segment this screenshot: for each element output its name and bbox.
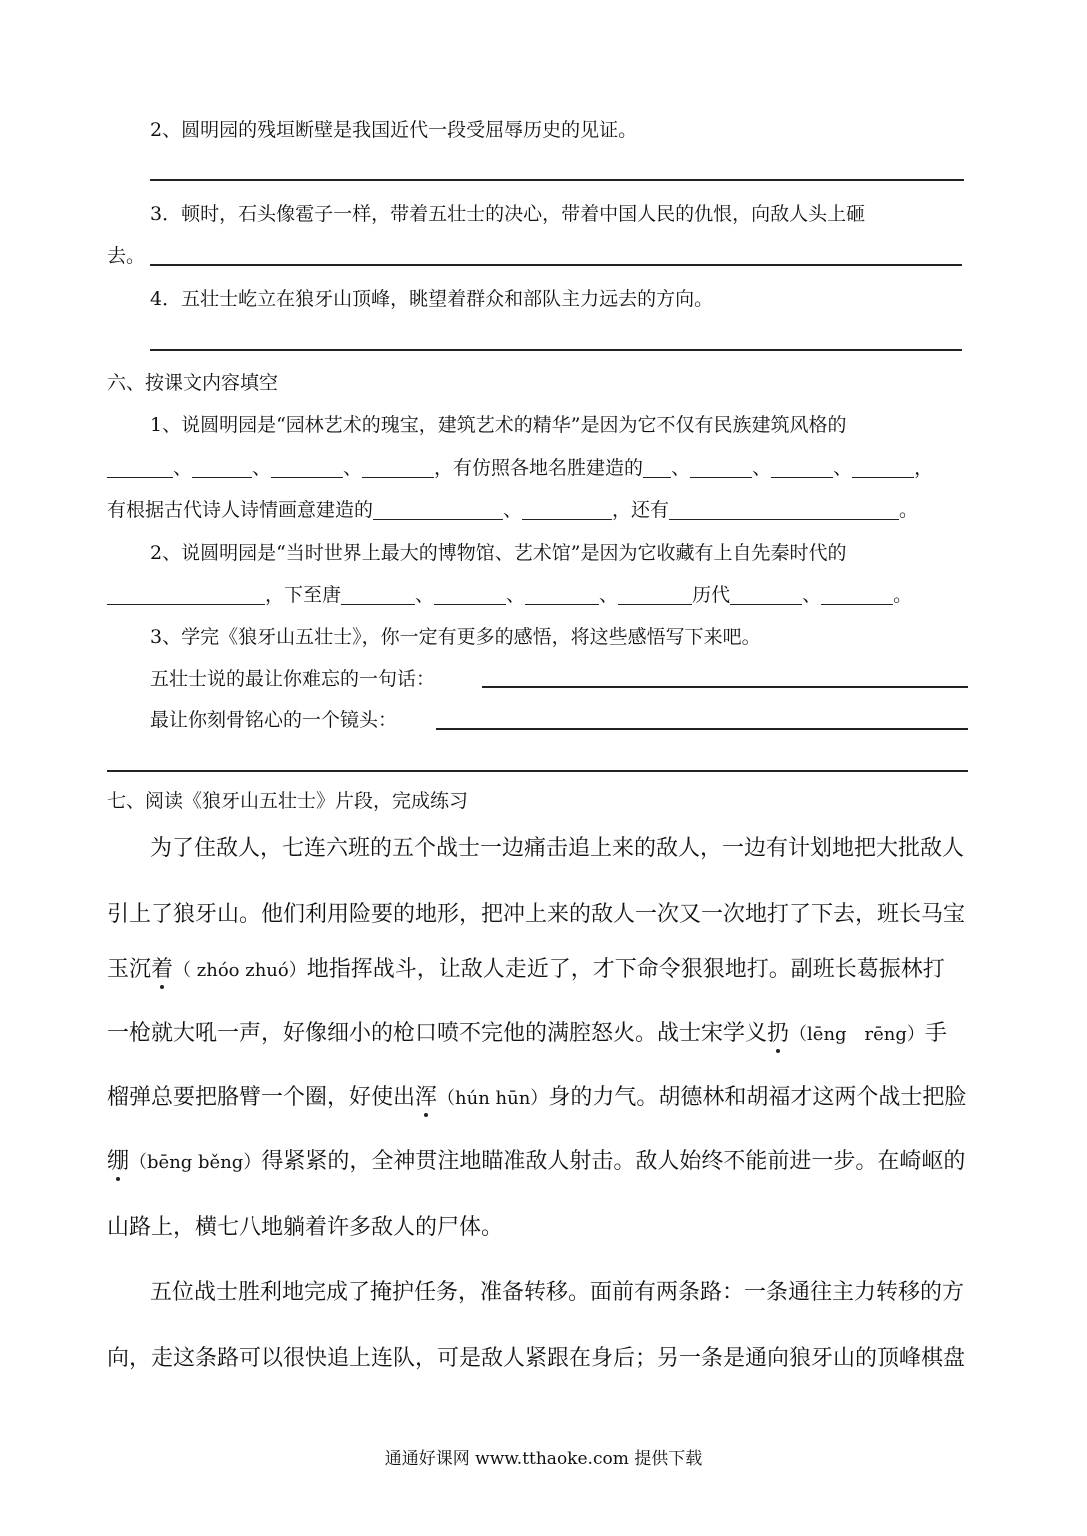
fill-blank[interactable] xyxy=(618,584,692,605)
passage-line: 向，走这条路可以很快追上连队，可是敌人紧跟在身后；另一条是通向狼牙山的顶峰棋盘 xyxy=(107,1346,966,1371)
passage-text: 身的力气。胡德林和胡福才这两个战士把脸 xyxy=(548,1085,967,1110)
page-footer: 通通好课网 www.tthaoke.com 提供下载 xyxy=(384,1449,703,1469)
q6-1-text-mid: ，有仿照各地名胜建造的 xyxy=(434,457,644,479)
q6-2-text: 2、说圆明园是“当时世界上最大的博物馆、艺术馆”是因为它收藏有上自先秦时代的 xyxy=(150,542,847,564)
answer-line xyxy=(150,349,962,351)
fill-blank[interactable] xyxy=(852,457,914,478)
separator: 。 xyxy=(899,499,919,521)
q6-1-line3 xyxy=(107,497,918,523)
q5-3-text-cont: 去。 xyxy=(107,245,146,267)
separator: 、 xyxy=(506,584,526,606)
passage-text: 手 xyxy=(924,1021,947,1046)
q6-2-text-lidai: 历代 xyxy=(692,584,731,606)
passage-line: 引上了狼牙山。他们利用险要的地形，把冲上来的敌人一次又一次地打了下去，班长马宝 xyxy=(107,902,966,927)
separator: ， xyxy=(914,457,934,479)
fill-blank[interactable] xyxy=(434,584,506,605)
fill-blank[interactable] xyxy=(271,457,343,478)
passage-text: 榴弹总要把胳臂一个圈，好使出 xyxy=(107,1085,416,1110)
answer-line[interactable] xyxy=(436,728,968,730)
separator: 、 xyxy=(415,584,435,606)
answer-line[interactable] xyxy=(482,686,968,688)
answer-line xyxy=(150,264,962,266)
q6-1-fill-line xyxy=(107,455,933,481)
pinyin-choice[interactable]: （hún hūn） xyxy=(437,1088,549,1109)
fill-blank[interactable] xyxy=(669,499,899,520)
fill-blank[interactable] xyxy=(643,457,671,478)
passage-text: 一枪就大吼一声，好像细小的枪口喷不完他的满腔怒火。战士宋学义 xyxy=(107,1021,768,1046)
fill-blank[interactable] xyxy=(107,457,173,478)
separator: 、 xyxy=(252,457,272,479)
separator: 、 xyxy=(599,584,619,606)
passage-text: 得紧紧的，全神贯注地瞄准敌人射击。敌人始终不能前进一步。在崎岖的 xyxy=(261,1149,966,1174)
fill-blank[interactable] xyxy=(771,457,833,478)
dotted-char: 绷 xyxy=(107,1149,130,1174)
section6-heading: 六、按课文内容填空 xyxy=(107,372,279,394)
separator: 、 xyxy=(343,457,363,479)
passage-line xyxy=(107,1149,965,1176)
answer-line[interactable] xyxy=(107,770,968,772)
passage-text: 玉沉 xyxy=(107,957,152,982)
pinyin-choice[interactable]: （bēng běng） xyxy=(129,1152,262,1173)
separator: 、 xyxy=(503,499,523,521)
separator: 、 xyxy=(671,457,691,479)
answer-line xyxy=(150,179,964,181)
fill-blank[interactable] xyxy=(525,584,599,605)
separator: 、 xyxy=(752,457,772,479)
separator: 、 xyxy=(173,457,193,479)
fill-blank[interactable] xyxy=(373,499,503,520)
q6-1-text: 1、说圆明园是“园林艺术的瑰宝，建筑艺术的精华”是因为它不仅有民族建筑风格的 xyxy=(150,414,847,436)
q6-1-text-also: ，还有 xyxy=(612,499,670,521)
fill-blank[interactable] xyxy=(107,584,265,605)
section7-heading: 七、阅读《狼牙山五壮士》片段，完成练习 xyxy=(107,790,469,812)
passage-line xyxy=(107,1021,947,1048)
fill-blank[interactable] xyxy=(341,584,415,605)
separator: 、 xyxy=(833,457,853,479)
fill-blank[interactable] xyxy=(821,584,893,605)
passage-line: 山路上，横七八地躺着许多敌人的尸体。 xyxy=(107,1215,504,1240)
passage-line xyxy=(107,957,945,984)
pinyin-choice[interactable]: （lēng rēng） xyxy=(789,1024,925,1045)
q6-2-text-mid: ，下至唐 xyxy=(265,584,342,606)
dotted-char: 浑 xyxy=(415,1085,438,1110)
passage-line xyxy=(107,1085,966,1112)
passage-line: 五位战士胜利地完成了掩护任务，准备转移。面前有两条路：一条通往主力转移的方 xyxy=(150,1280,965,1305)
q6-3-text: 3、学完《狼牙山五壮士》，你一定有更多的感悟，将这些感悟写下来吧。 xyxy=(150,626,761,648)
q6-1-text-line3: 有根据古代诗人诗情画意建造的 xyxy=(107,499,374,521)
passage-text: 地指挥战斗，让敌人走近了，才下命令狠狠地打。副班长葛振林打 xyxy=(306,957,945,982)
passage-line: 为了住敌人，七连六班的五个战士一边痛击追上来的敌人，一边有计划地把大批敌人 xyxy=(150,836,965,861)
fill-blank[interactable] xyxy=(690,457,752,478)
dotted-char: 扔 xyxy=(767,1021,790,1046)
q5-2-text: 2、圆明园的残垣断壁是我国近代一段受屈辱历史的见证。 xyxy=(150,119,638,141)
fill-blank[interactable] xyxy=(522,499,612,520)
pinyin-choice[interactable]: （ zhóo zhuó） xyxy=(173,960,307,981)
separator: 。 xyxy=(893,584,913,606)
q6-3-prompt-scene: 最让你刻骨铭心的一个镜头： xyxy=(150,709,398,731)
fill-blank[interactable] xyxy=(362,457,434,478)
q5-4-text: 4．五壮士屹立在狼牙山顶峰，眺望着群众和部队主力远去的方向。 xyxy=(150,288,714,310)
dotted-char: 着 xyxy=(151,957,174,982)
fill-blank[interactable] xyxy=(192,457,252,478)
separator: 、 xyxy=(802,584,822,606)
q6-3-prompt-quote: 五壮士说的最让你难忘的一句话： xyxy=(150,668,436,690)
fill-blank[interactable] xyxy=(730,584,802,605)
q6-2-fill-line xyxy=(107,582,912,608)
q5-3-text: 3．顿时，石头像雹子一样，带着五壮士的决心，带着中国人民的仇恨，向敌人头上砸 xyxy=(150,203,866,225)
